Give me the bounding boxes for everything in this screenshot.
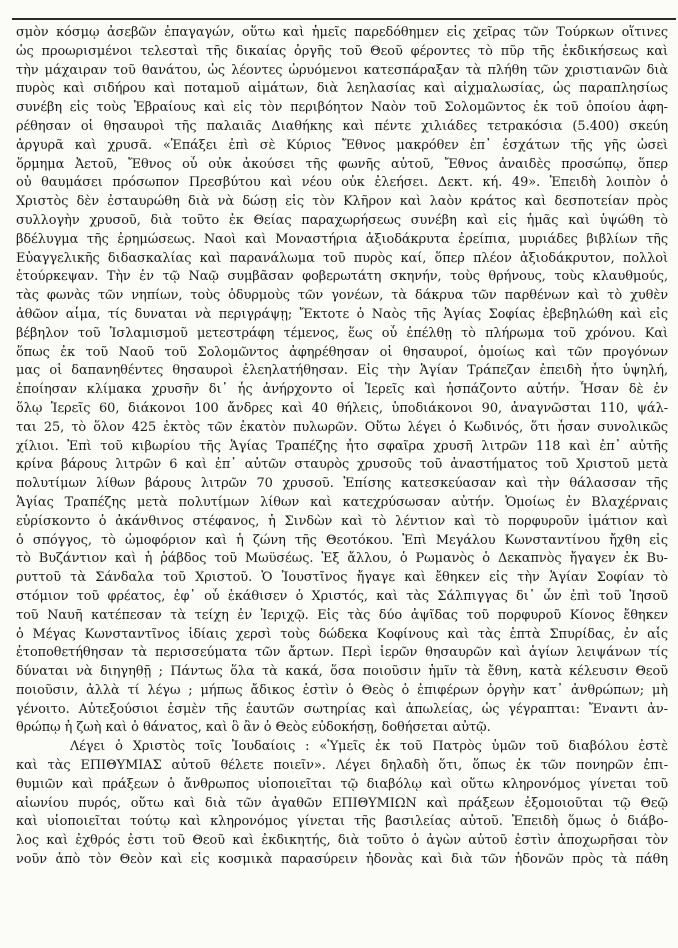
text-line: γένοιτο. Αὐτεξούσιοι ἐσμὲν τῆς ἑαυτῶν σωτηρίας καὶ ἀπωλείας, ὡς γέγραπται: Ἔναντι ἀν- <box>16 701 668 717</box>
text-line: βέβηλον τοῦ Ἰσλαμισμοῦ μετεστράφη τέμενος, ἕως οὗ ἐπέλθῃ τὸ πλήρωμα τοῦ χρόνου. Καὶ <box>16 325 668 341</box>
text-line: Εὐαγγελικῆς διδασκαλίας καὶ παρανάλωμα τοῦ πυρὸς καί, ὅπερ πλέον ἀξιοδάκρυτον, πολλοὶ <box>16 250 668 266</box>
text-line: εὑρίσκοντο ὁ ἀκάνθινος στέφανος, ἡ Σινδὼν καὶ τὸ λέντιον καὶ τὸ πορφυροῦν ἱμάτιον καὶ <box>16 513 668 529</box>
text-line: τὰς φωνὰς τῶν νηπίων, τοὺς ὀδυρμοὺς τῶν γονέων, τὰ δάκρυα τῶν παρθένων καὶ τὸ χυθὲν <box>16 288 668 304</box>
text-line: μας οἱ δαπανηθέντες θησαυροὶ ἐλεηλατήθησαν. Εἰς τὴν Ἁγίαν Τράπεζαν ἐπειδὴ ἦτο ὑψηλή, <box>16 363 668 379</box>
text-line: ἐποίησαν κλίμακα χρυσῆν δι᾽ ἧς ἀνήρχοντο οἱ Ἱερεῖς καὶ ἠσπάζοντο αὐτήν. Ἦσαν δὲ ἐν <box>16 382 668 398</box>
text-line: σμὸν κόσμῳ ἀσεβῶν ἐπαγαγών, οὕτω καὶ ἡμεῖς παρεδόθημεν εἰς χεῖρας τῶν Τούρκων οἵτινες <box>16 25 668 40</box>
text-line: ὁ Μέγας Κωνσταντῖνος ἰδίαις χερσὶ τοὺς δώδεκα Κοφίνους καὶ τὰς ἑπτὰ Σπυρίδας, ἐν αἷς <box>16 626 668 642</box>
text-line: θρώπῳ ἡ ζωὴ καὶ ὁ θάνατος, καὶ ὃ ἂν ὁ Θεὸς εὐδοκήσῃ, δοθήσεται αὐτῷ. <box>16 720 491 736</box>
text-line: ρέθησαν οἱ θησαυροὶ τῆς παλαιᾶς Διαθήκης καὶ πέντε χιλιάδες τετρακόσια (5.400) σκεύη <box>16 118 668 134</box>
text-line: τὸ Βυζάντιον καὶ ἡ ῥάβδος τοῦ Μωϋσέως. Ἐξ ἄλλου, ὁ Ρωμανὸς ὁ Δεκαπνὸς ἤγαγεν ἐκ Βυ- <box>16 551 668 567</box>
page-text <box>16 24 668 870</box>
text-line: αἰωνίου πυρός, οὕτω καὶ διὰ τῶν ἀγαθῶν ΕΠΙΘΥΜΙΩΝ καὶ πράξεων ἐξομοιοῦται τῷ Θεῷ <box>16 795 668 811</box>
text-line: νοῦν ἀπὸ τὸν Θεὸν καὶ εἰς κοσμικὰ παρασύρειν ἡδονὰς καὶ διὰ τῶν ἡδονῶν πρὸς τὰ πάθη <box>16 852 668 868</box>
text-line: Χριστὸς δὲν ἐσταυρώθη διὰ νὰ δώσῃ εἰς τὸν Κλῆρον καὶ λαὸν κράτος καὶ δεσποτείαν πρὸς <box>16 194 668 210</box>
text-line: καὶ υἱοποιεῖται τούτῳ καὶ κληρονόμος γίνεται τῆς βασιλείας αὐτοῦ. Ἐπειδὴ ὅμως ὁ διάβο- <box>16 814 668 830</box>
text-line: ὅρμημα Ἀετοῦ, Ἔθνος οὗ οὐκ ἀκούσει τῆς φωνῆς αὐτοῦ, Ἔθνος ἀναιδὲς προσώπῳ, ὅπερ <box>16 156 668 172</box>
text-line: ὡς προωρισμένοι τελεσταὶ τῆς δικαίας ὀργῆς τοῦ Θεοῦ φέροντες τὸ πῦρ τῆς ἐκδικήσεως καὶ <box>16 43 668 59</box>
text-line: συλλογὴν χρυσοῦ, διὰ τοῦτο ἐκ Θείας παραχωρήσεως συνέβη καὶ εἰς ἡμᾶς καὶ ὑψώθη τὸ <box>16 212 668 228</box>
text-line: ἐτούρκεψαν. Τὴν ἐν τῷ Ναῷ συμβᾶσαν φοβερωτάτη σκηνήν, τοὺς θρήνους, τοὺς κλαυθμούς, <box>16 269 668 285</box>
text-line: συνέβη εἰς τοὺς Ἑβραίους καὶ εἰς τὸν περιβόητον Ναὸν τοῦ Σολομῶντος ἐκ τοῦ ὁποίου ἀφη- <box>16 100 668 116</box>
text-line: ὅπως ἐκ τοῦ Ναοῦ τοῦ Σολομῶντος ἀφηρέθησαν οἱ θησαυροί, ὁμοίως καὶ τῶν προγόνων <box>16 344 668 360</box>
text-line: ἀθῶον αἷμα, τίς δυναται νὰ περιγράψῃ; Ἔκτοτε ὁ Ναὸς τῆς Ἁγίας Σοφίας ἐβεβηλώθη καὶ εἰς <box>16 306 668 322</box>
text-line: πολυτίμων λίθων βάρους λιτρῶν 70 χρυσοῦ. Ἐπίσης κατεσκεύασαν καὶ τὴν θάλασσαν τῆς <box>16 476 668 492</box>
text-line: θυμιῶν καὶ πράξεων ὁ ἄνθρωπος υἱοποιεῖται τῷ διαβόλῳ καὶ οὕτω κληρονόμος γίνεται τοῦ <box>16 776 668 792</box>
text-line: ποιοῦσιν, ἀλλὰ τί λέγω ; μήπως ἄδικος ἐστὶν ὁ Θεὸς ὁ ἐπιφέρων ὀργὴν κατ᾽ ἀνθρώπων; μὴ <box>16 682 668 698</box>
text-line: οὐ θαυμάσει πρόσωπον Πρεσβύτου καὶ νέου οὐκ ἐλεήσει. Δεκτ. κή. 49». Ἐπειδὴ λοιπὸν ὁ <box>16 175 668 191</box>
text-line: ἐτοποθετήθησαν τὰ περισσεύματα τῶν ἄρτων. Περὶ ἱερῶν θησαυρῶν καὶ ἁγίων λειψάνων τίς <box>16 645 668 661</box>
text-line: τοῦ Ναυῆ κατέπεσαν τὰ τείχη ἐν Ἰεριχῷ. Εἰς τὰς δύο ἀψῖδας τοῦ πορφυροῦ Κίονος ἔθηκεν <box>16 607 668 623</box>
text-line: ὅλῳ Ἱερεῖς 60, διάκονοι 100 ἄνδρες καὶ 40 θήλεις, ὑποδιάκονοι 90, ἀναγνῶσται 110, ψάλ- <box>16 400 668 416</box>
top-rule <box>12 18 676 20</box>
text-line: βδέλυγμα τῆς ἐρημώσεως. Ναοὶ καὶ Μοναστήρια ἀξιοδάκρυτα ἐρείπια, μυριάδες βιβλίων τῆς <box>16 231 668 247</box>
text-line: Ἁγίας Τραπέζης μετὰ πολυτίμων λίθων καὶ κατεχρύσωσαν αὐτήν. Ὁμοίως ἐν Βλαχέρναις <box>16 494 668 510</box>
paragraph-1 <box>16 24 668 738</box>
text-line: δύναται νὰ διηγηθῇ ; Πάντως ὅλα τὰ κακά, ὅσα ποιοῦσιν ἡμῖν τὰ ἔθνη, κατὰ κέλευσιν Θεοῦ <box>16 664 668 680</box>
text-line: πυρὸς καὶ σιδήρου καὶ ποταμοῦ αἱμάτων, διὰ λεηλασίας καὶ αἰχμαλωσίας, ὡς παραπλησίως <box>16 81 668 97</box>
text-line: στόμιον τοῦ φρέατος, ἐφ᾽ οὗ ἐκάθισεν ὁ Χριστός, καὶ τὰς Σάλπιγγας δι᾽ ὧν ἐπὶ τοῦ Ἰησοῦ <box>16 588 668 604</box>
text-line: καὶ τὰς ΕΠΙΘΥΜΙΑΣ αὐτοῦ θέλετε ποιεῖν». Λέγει δηλαδὴ ὅτι, ὅπως ἐκ τῶν πονηρῶν ἐπι- <box>16 758 668 774</box>
text-line: ται 25, τὸ ὅλον 425 ἐκτὸς τῶν ἑκατὸν πυλωρῶν. Οὕτω λέγει ὁ Κωδινός, ὅτι ἦσαν συνολικῶς <box>16 419 668 435</box>
text-line: ρυττοῦ τὰ Σάνδαλα τοῦ Χριστοῦ. Ὁ Ἰουστῖνος ἤγαγε καὶ ἔθηκεν εἰς τὴν Ἁγίαν Σοφίαν τὸ <box>16 570 668 586</box>
text-line: ὁ σπόγγος, τὸ ὠμοφόριον καὶ ἡ ζώνη τῆς Θεοτόκου. Ἐπὶ Μεγάλου Κωνσταντίνου ἤχθη εἰς <box>16 532 668 548</box>
text-line: Λέγει ὁ Χριστὸς τοῖς Ἰουδαίοις : «Ὑμεῖς ἐκ τοῦ Πατρὸς ὑμῶν τοῦ διαβόλου ἐστὲ <box>70 739 668 755</box>
text-line: λος καὶ ἐχθρός ἐστι τοῦ Θεοῦ καὶ ἐκδικητής, διὰ τοῦτο ὁ ἀγὼν αὐτοῦ ἐστὶν ἀποχωρῆσαι τὸν <box>16 833 668 849</box>
paragraph-2 <box>16 738 668 870</box>
text-line: ἀργυρᾶ καὶ χρυσᾶ. «Ἐπάξει ἐπὶ σὲ Κύριος Ἔθνος μακρόθεν ἐπ᾽ ἐσχάτων τῆς γῆς ὡσεὶ <box>16 137 668 153</box>
text-line: τὴν μάχαιραν τοῦ θανάτου, ὡς λέοντες ὠρυόμενοι κατεσπάραξαν τὰ πλήθη τῶν χριστιανῶν διὰ <box>16 62 668 78</box>
text-line: κρίνα βάρους λιτρῶν 6 καὶ ἐπ᾽ αὐτῶν σταυρὸς χρυσοῦς τοῦ ἀναστήματος τοῦ Χριστοῦ μετὰ <box>16 457 668 473</box>
text-line: χίλιοι. Ἐπὶ τοῦ κιβωρίου τῆς Ἁγίας Τραπέζης ἦτο σφαῖρα χρυσῆ λιτρῶν 118 καὶ ἐπ᾽ αὐτῆς <box>16 438 668 454</box>
